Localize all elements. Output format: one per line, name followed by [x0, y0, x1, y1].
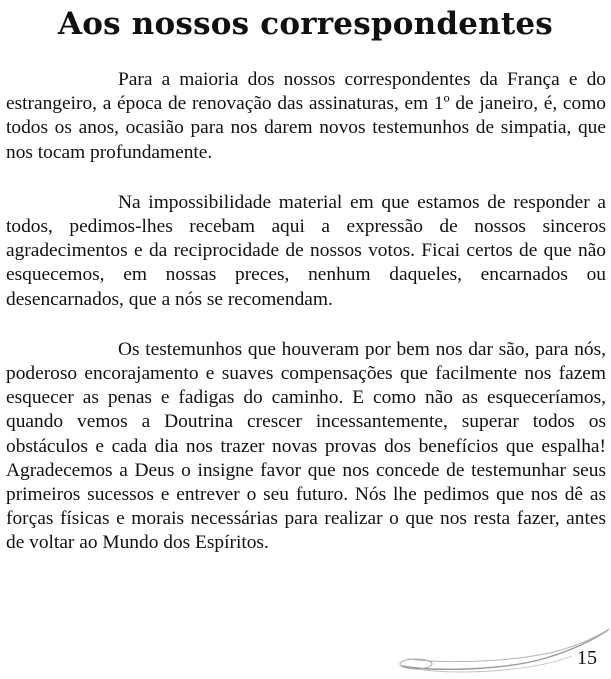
page-number: 15 [577, 647, 597, 669]
paragraph-2: Na impossibilidade material em que estamos de responder a todos, pedimos-lhes recebam aqui a expressão de nossos sinceros agradecimentos e da reciprocidade de nossos votos. Ficai certos de que não esquecemos, em nossas preces, nenhum daqueles, encarnados ou desencarnados, que a nós se recomendam. [6, 191, 606, 310]
paragraph-1: Para a maioria dos nossos correspondentes da França e do estrangeiro, a época de renovação das assinaturas, em 1º de janeiro, é, como todos os anos, ocasião para nos darem novos testemunhos de simpatia, que nos tocam profundamente. [6, 69, 606, 163]
paragraph-3: Os testemunhos que houveram por bem nos dar são, para nós, poderoso encorajamento e suaves compensações que facilmente nos fazem esquecer as penas e fadigas do caminho. E como não as esqueceríamos, quando vemos a Doutrina crescer incessantemente, superar todos os obstáculos e cada dia nos trazer novas provas dos benefícios que espalha! Agradecemos a Deus o insigne favor que nos concede de testemunhar seus primeiros sucessos e entrever o seu futuro. Nós lhe pedimos que nos dê as forças físicas e morais necessárias para realizar o que nos resta fazer, antes de voltar ao Mundo dos Espíritos. [6, 338, 606, 554]
page-title: Aos nossos correspondentes [58, 6, 553, 42]
body-text [6, 68, 606, 582]
page-footer [396, 626, 611, 679]
